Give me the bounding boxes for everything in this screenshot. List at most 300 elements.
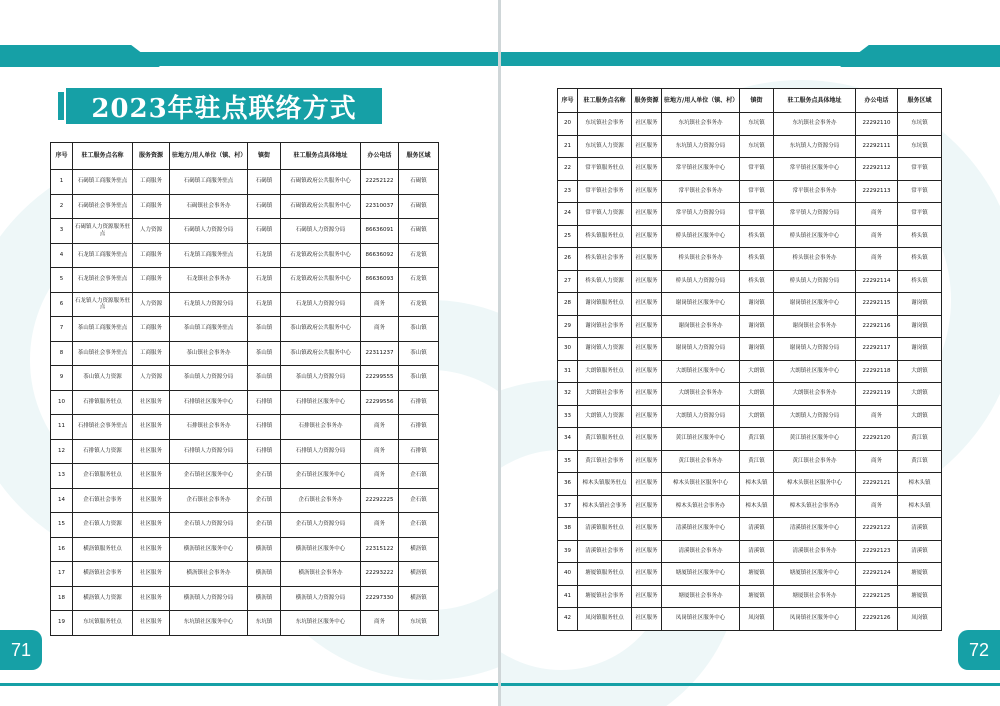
table-cell-no: 14 — [51, 488, 73, 513]
table-cell-addr: 茶山镇人力资源分局 — [281, 366, 361, 391]
table-row — [558, 608, 942, 631]
table-cell-addr: 凤岗镇社区服务中心 — [774, 608, 856, 631]
table-cell-type: 社区服务 — [632, 540, 662, 563]
table-cell-phone: 22292120 — [856, 428, 898, 451]
table-cell-addr: 石排镇社区服务中心 — [281, 390, 361, 415]
table-cell-type: 工商服务 — [133, 243, 170, 268]
table-cell-name: 企石镇人力资源 — [73, 513, 133, 538]
table-cell-phone: 22292126 — [856, 608, 898, 631]
table-cell-unit: 谢岗镇社区服务中心 — [662, 293, 740, 316]
table-cell-area: 常平镇 — [898, 203, 942, 226]
table-cell-phone: 22292113 — [856, 180, 898, 203]
table-cell-phone: 商务 — [856, 495, 898, 518]
table-cell-name: 石龙镇社会事务驻点 — [73, 268, 133, 293]
table-cell-phone: 商务 — [856, 248, 898, 271]
table-cell-name: 石碣镇社会事务驻点 — [73, 194, 133, 219]
table-cell-town: 樟木头镇 — [740, 473, 774, 496]
table-cell-type: 工商服务 — [133, 194, 170, 219]
table-cell-area: 石碣镇 — [399, 194, 439, 219]
table-cell-type: 社区服务 — [632, 338, 662, 361]
table-cell-area: 横沥镇 — [399, 562, 439, 587]
table-row — [51, 317, 439, 342]
table-cell-name: 横沥镇服务驻点 — [73, 537, 133, 562]
table-cell-no: 1 — [51, 170, 73, 195]
table-cell-name: 谢岗镇人力资源 — [578, 338, 632, 361]
table-header-row — [558, 89, 942, 113]
table-cell-type: 社区服务 — [133, 439, 170, 464]
table-row — [558, 563, 942, 586]
table-row — [558, 225, 942, 248]
table-cell-phone: 商务 — [361, 317, 399, 342]
table-cell-name: 樟木头镇社会事务 — [578, 495, 632, 518]
table-cell-name: 茶山镇工商服务驻点 — [73, 317, 133, 342]
table-cell-type: 社区服务 — [632, 518, 662, 541]
table-cell-area: 横沥镇 — [399, 586, 439, 611]
table-cell-type: 社区服务 — [632, 293, 662, 316]
table-cell-type: 社区服务 — [133, 488, 170, 513]
table-cell-unit: 石排镇社区服务中心 — [170, 390, 248, 415]
table-cell-phone: 22315122 — [361, 537, 399, 562]
table-cell-addr: 石排镇人力资源分局 — [281, 439, 361, 464]
table-cell-name: 横沥镇社会事务 — [73, 562, 133, 587]
table-cell-area: 东坑镇 — [898, 113, 942, 136]
table-cell-unit: 大朗镇人力资源分局 — [662, 405, 740, 428]
table-cell-town: 石龙镇 — [248, 268, 281, 293]
table-cell-no: 24 — [558, 203, 578, 226]
table-cell-addr: 常平镇人力资源分局 — [774, 203, 856, 226]
table-cell-name: 谢岗镇服务驻点 — [578, 293, 632, 316]
table-cell-unit: 桥头镇社区服务中心 — [662, 225, 740, 248]
table-cell-unit: 清溪镇社会事务办 — [662, 540, 740, 563]
table-cell-phone: 22292125 — [856, 585, 898, 608]
table-cell-addr: 桥头镇社区服务中心 — [774, 225, 856, 248]
table-cell-town: 企石镇 — [248, 513, 281, 538]
table-cell-town: 黄江镇 — [740, 450, 774, 473]
table-cell-area: 樟木头镇 — [898, 495, 942, 518]
table-cell-unit: 谢岗镇社会事务办 — [662, 315, 740, 338]
table-cell-area: 石排镇 — [399, 415, 439, 440]
table-cell-no: 18 — [51, 586, 73, 611]
table-row — [51, 586, 439, 611]
table-cell-area: 石排镇 — [399, 439, 439, 464]
table-cell-area: 谢岗镇 — [898, 315, 942, 338]
table-cell-area: 桥头镇 — [898, 248, 942, 271]
table-cell-no: 42 — [558, 608, 578, 631]
table-row — [51, 219, 439, 244]
table-cell-area: 东坑镇 — [898, 135, 942, 158]
table-cell-addr: 横沥镇社会事务办 — [281, 562, 361, 587]
table-cell-town: 谢岗镇 — [740, 338, 774, 361]
footer-line — [501, 683, 1000, 686]
title-banner — [66, 88, 382, 124]
table-cell-name: 塘厦镇服务驻点 — [578, 563, 632, 586]
table-cell-no: 17 — [51, 562, 73, 587]
table-cell-unit: 石龙镇社会事务办 — [170, 268, 248, 293]
table-cell-town: 清溪镇 — [740, 518, 774, 541]
table-cell-phone: 22292117 — [856, 338, 898, 361]
table-cell-unit: 企石镇社区服务中心 — [170, 464, 248, 489]
table-cell-phone: 86636093 — [361, 268, 399, 293]
table-cell-town: 石龙镇 — [248, 243, 281, 268]
table-cell-name: 东坑镇人力资源 — [578, 135, 632, 158]
column-header: 镇街 — [248, 143, 281, 170]
table-cell-type: 社区服务 — [133, 390, 170, 415]
table-cell-no: 33 — [558, 405, 578, 428]
table-cell-no: 15 — [51, 513, 73, 538]
table-cell-type: 社区服务 — [632, 585, 662, 608]
table-cell-area: 企石镇 — [399, 513, 439, 538]
table-cell-phone: 商务 — [361, 464, 399, 489]
table-cell-area: 石碣镇 — [399, 170, 439, 195]
table-cell-no: 4 — [51, 243, 73, 268]
column-header: 驻地方/用人单位（镇、村） — [662, 89, 740, 113]
table-cell-type: 社区服务 — [133, 513, 170, 538]
table-cell-town: 东坑镇 — [740, 135, 774, 158]
table-cell-name: 石龙镇人力资源服务驻点 — [73, 292, 133, 317]
table-cell-phone: 商务 — [361, 439, 399, 464]
table-cell-unit: 塘厦镇社会事务办 — [662, 585, 740, 608]
column-header: 驻地方/用人单位（镇、村） — [170, 143, 248, 170]
table-cell-no: 23 — [558, 180, 578, 203]
table-cell-phone: 商务 — [361, 611, 399, 636]
table-cell-name: 茶山镇人力资源 — [73, 366, 133, 391]
table-cell-name: 谢岗镇社会事务 — [578, 315, 632, 338]
table-cell-town: 石碣镇 — [248, 170, 281, 195]
table-cell-type: 社区服务 — [632, 248, 662, 271]
table-cell-unit: 石碣镇工商服务驻点 — [170, 170, 248, 195]
table-cell-unit: 桥头镇人力资源分局 — [662, 270, 740, 293]
table-row — [558, 135, 942, 158]
table-cell-town: 常平镇 — [740, 158, 774, 181]
table-cell-phone: 22299556 — [361, 390, 399, 415]
table-cell-unit: 大朗镇社区服务中心 — [662, 360, 740, 383]
table-cell-name: 清溪镇社会事务 — [578, 540, 632, 563]
table-row — [51, 611, 439, 636]
table-cell-town: 东坑镇 — [740, 113, 774, 136]
table-cell-town: 桥头镇 — [740, 248, 774, 271]
table-cell-no: 32 — [558, 383, 578, 406]
table-cell-area: 清溪镇 — [898, 540, 942, 563]
table-row — [51, 390, 439, 415]
page-title: 2023年驻点联络方式 — [91, 93, 357, 124]
column-header: 办公电话 — [856, 89, 898, 113]
column-header: 服务区域 — [898, 89, 942, 113]
table-cell-unit: 石排镇社会事务办 — [170, 415, 248, 440]
table-cell-area: 谢岗镇 — [898, 293, 942, 316]
table-cell-no: 2 — [51, 194, 73, 219]
table-cell-unit: 塘厦镇社区服务中心 — [662, 563, 740, 586]
table-row — [558, 405, 942, 428]
table-cell-no: 10 — [51, 390, 73, 415]
header-band-tab — [840, 45, 1000, 67]
table-cell-no: 5 — [51, 268, 73, 293]
table-cell-name: 桥头镇社会事务 — [578, 248, 632, 271]
table-cell-addr: 东坑镇社会事务办 — [774, 113, 856, 136]
table-cell-no: 36 — [558, 473, 578, 496]
table-cell-type: 工商服务 — [133, 317, 170, 342]
table-cell-type: 社区服务 — [133, 586, 170, 611]
table-cell-phone: 22310037 — [361, 194, 399, 219]
table-cell-addr: 樟木头镇社会事务办 — [774, 495, 856, 518]
table-cell-no: 13 — [51, 464, 73, 489]
table-cell-addr: 桥头镇社会事务办 — [774, 248, 856, 271]
table-cell-unit: 横沥镇社会事务办 — [170, 562, 248, 587]
table-cell-area: 大朗镇 — [898, 405, 942, 428]
table-cell-unit: 茶山镇人力资源分局 — [170, 366, 248, 391]
table-cell-unit: 石碣镇社会事务办 — [170, 194, 248, 219]
table-cell-town: 横沥镇 — [248, 537, 281, 562]
table-cell-no: 9 — [51, 366, 73, 391]
table-cell-no: 31 — [558, 360, 578, 383]
table-row — [51, 292, 439, 317]
table-cell-unit: 常平镇社会事务办 — [662, 180, 740, 203]
table-cell-unit: 石碣镇人力资源分局 — [170, 219, 248, 244]
table-row — [558, 473, 942, 496]
table-cell-no: 38 — [558, 518, 578, 541]
table-cell-type: 社区服务 — [632, 270, 662, 293]
table-row — [51, 488, 439, 513]
table-row — [558, 270, 942, 293]
table-row — [51, 366, 439, 391]
footer-line — [0, 683, 499, 686]
table-row — [558, 540, 942, 563]
table-row — [558, 585, 942, 608]
table-row — [558, 180, 942, 203]
table-cell-name: 大朗镇社会事务 — [578, 383, 632, 406]
table-cell-phone: 22292115 — [856, 293, 898, 316]
table-cell-no: 7 — [51, 317, 73, 342]
right-page — [501, 0, 1000, 706]
table-cell-no: 12 — [51, 439, 73, 464]
table-cell-phone: 86636091 — [361, 219, 399, 244]
table-cell-town: 常平镇 — [740, 180, 774, 203]
table-cell-type: 社区服务 — [632, 135, 662, 158]
table-cell-town: 石碣镇 — [248, 219, 281, 244]
table-cell-type: 社区服务 — [632, 203, 662, 226]
table-cell-town: 横沥镇 — [248, 562, 281, 587]
table-cell-phone: 22292123 — [856, 540, 898, 563]
table-cell-addr: 塘厦镇社会事务办 — [774, 585, 856, 608]
table-cell-name: 樟木头镇服务驻点 — [578, 473, 632, 496]
column-header: 服务资源 — [632, 89, 662, 113]
table-cell-town: 樟木头镇 — [740, 495, 774, 518]
table-cell-type: 社区服务 — [632, 473, 662, 496]
table-cell-no: 34 — [558, 428, 578, 451]
table-cell-name: 凤岗镇服务驻点 — [578, 608, 632, 631]
table-cell-area: 黄江镇 — [898, 428, 942, 451]
table-cell-addr: 企石镇社会事务办 — [281, 488, 361, 513]
table-cell-unit: 东坑镇社区服务中心 — [170, 611, 248, 636]
table-cell-unit: 谢岗镇人力资源分局 — [662, 338, 740, 361]
table-cell-type: 社区服务 — [133, 562, 170, 587]
table-cell-phone: 22292119 — [856, 383, 898, 406]
contact-table-right — [557, 88, 942, 631]
table-row — [51, 170, 439, 195]
table-cell-name: 石排镇人力资源 — [73, 439, 133, 464]
table-cell-addr: 黄江镇社会事务办 — [774, 450, 856, 473]
table-cell-area: 企石镇 — [399, 488, 439, 513]
table-row — [51, 268, 439, 293]
column-header: 序号 — [558, 89, 578, 113]
table-cell-addr: 黄江镇社区服务中心 — [774, 428, 856, 451]
table-cell-unit: 黄江镇社会事务办 — [662, 450, 740, 473]
table-cell-no: 27 — [558, 270, 578, 293]
table-cell-name: 企石镇社会事务 — [73, 488, 133, 513]
table-cell-type: 社区服务 — [632, 113, 662, 136]
table-cell-town: 石排镇 — [248, 415, 281, 440]
table-cell-town: 茶山镇 — [248, 317, 281, 342]
table-row — [558, 203, 942, 226]
table-row — [558, 428, 942, 451]
table-cell-name: 塘厦镇社会事务 — [578, 585, 632, 608]
table-cell-unit: 茶山镇工商服务驻点 — [170, 317, 248, 342]
column-header: 驻工服务点名称 — [73, 143, 133, 170]
table-cell-name: 茶山镇社会事务驻点 — [73, 341, 133, 366]
table-cell-phone: 商务 — [856, 225, 898, 248]
table-cell-phone: 22292124 — [856, 563, 898, 586]
table-cell-no: 8 — [51, 341, 73, 366]
table-row — [558, 248, 942, 271]
table-cell-area: 石排镇 — [399, 390, 439, 415]
table-cell-name: 黄江镇服务驻点 — [578, 428, 632, 451]
table-cell-type: 人力资源 — [133, 366, 170, 391]
table-row — [51, 464, 439, 489]
table-cell-name: 横沥镇人力资源 — [73, 586, 133, 611]
table-cell-unit: 石龙镇人力资源分局 — [170, 292, 248, 317]
table-cell-type: 社区服务 — [133, 415, 170, 440]
table-cell-no: 30 — [558, 338, 578, 361]
column-header: 办公电话 — [361, 143, 399, 170]
table-cell-type: 社区服务 — [632, 360, 662, 383]
column-header: 序号 — [51, 143, 73, 170]
table-cell-area: 桥头镇 — [898, 225, 942, 248]
table-cell-addr: 常平镇社区服务中心 — [774, 158, 856, 181]
table-cell-phone: 22292111 — [856, 135, 898, 158]
table-cell-town: 常平镇 — [740, 203, 774, 226]
table-cell-area: 黄江镇 — [898, 450, 942, 473]
table-cell-no: 26 — [558, 248, 578, 271]
table-cell-addr: 谢岗镇社区服务中心 — [774, 293, 856, 316]
table-cell-phone: 商务 — [856, 450, 898, 473]
table-cell-unit: 企石镇人力资源分局 — [170, 513, 248, 538]
table-cell-name: 清溪镇服务驻点 — [578, 518, 632, 541]
table-cell-town: 东坑镇 — [248, 611, 281, 636]
table-cell-phone: 86636092 — [361, 243, 399, 268]
table-cell-unit: 石龙镇工商服务驻点 — [170, 243, 248, 268]
table-cell-town: 桥头镇 — [740, 270, 774, 293]
table-cell-name: 桥头镇人力资源 — [578, 270, 632, 293]
table-cell-phone: 22293222 — [361, 562, 399, 587]
table-cell-area: 茶山镇 — [399, 341, 439, 366]
table-cell-addr: 石碣镇政府公共服务中心 — [281, 194, 361, 219]
table-cell-town: 石排镇 — [248, 390, 281, 415]
table-cell-addr: 塘厦镇社区服务中心 — [774, 563, 856, 586]
table-cell-type: 社区服务 — [133, 464, 170, 489]
table-cell-addr: 茶山镇政府公共服务中心 — [281, 317, 361, 342]
table-cell-area: 谢岗镇 — [898, 338, 942, 361]
table-cell-town: 凤岗镇 — [740, 608, 774, 631]
table-cell-name: 常平镇人力资源 — [578, 203, 632, 226]
table-cell-name: 大朗镇人力资源 — [578, 405, 632, 428]
table-cell-phone: 商务 — [856, 203, 898, 226]
table-cell-addr: 石龙镇政府公共服务中心 — [281, 268, 361, 293]
table-cell-phone: 商务 — [361, 415, 399, 440]
table-cell-addr: 大朗镇社会事务办 — [774, 383, 856, 406]
table-cell-unit: 樟木头镇社区服务中心 — [662, 473, 740, 496]
table-cell-type: 人力资源 — [133, 219, 170, 244]
table-cell-name: 石排镇社会事务驻点 — [73, 415, 133, 440]
table-cell-unit: 横沥镇社区服务中心 — [170, 537, 248, 562]
table-cell-addr: 桥头镇人力资源分局 — [774, 270, 856, 293]
table-cell-area: 凤岗镇 — [898, 608, 942, 631]
table-cell-name: 常平镇服务驻点 — [578, 158, 632, 181]
table-row — [51, 415, 439, 440]
table-row — [51, 562, 439, 587]
table-cell-type: 社区服务 — [632, 608, 662, 631]
table-cell-town: 企石镇 — [248, 488, 281, 513]
table-cell-no: 28 — [558, 293, 578, 316]
table-cell-area: 石龙镇 — [399, 268, 439, 293]
table-cell-unit: 横沥镇人力资源分局 — [170, 586, 248, 611]
table-cell-no: 40 — [558, 563, 578, 586]
table-cell-name: 石龙镇工商服务驻点 — [73, 243, 133, 268]
table-row — [51, 341, 439, 366]
table-cell-town: 企石镇 — [248, 464, 281, 489]
table-cell-addr: 石排镇社会事务办 — [281, 415, 361, 440]
table-cell-type: 社区服务 — [632, 383, 662, 406]
table-cell-addr: 石碣镇人力资源分局 — [281, 219, 361, 244]
table-cell-addr: 常平镇社会事务办 — [774, 180, 856, 203]
table-row — [51, 194, 439, 219]
table-cell-addr: 石碣镇政府公共服务中心 — [281, 170, 361, 195]
table-cell-area: 樟木头镇 — [898, 473, 942, 496]
table-cell-unit: 大朗镇社会事务办 — [662, 383, 740, 406]
table-cell-area: 大朗镇 — [898, 360, 942, 383]
table-cell-area: 大朗镇 — [898, 383, 942, 406]
table-cell-addr: 清溪镇社会事务办 — [774, 540, 856, 563]
table-cell-unit: 石排镇人力资源分局 — [170, 439, 248, 464]
table-cell-unit: 茶山镇社会事务办 — [170, 341, 248, 366]
table-cell-town: 塘厦镇 — [740, 585, 774, 608]
table-cell-addr: 樟木头镇社区服务中心 — [774, 473, 856, 496]
table-cell-addr: 石龙镇人力资源分局 — [281, 292, 361, 317]
table-cell-type: 社区服务 — [632, 315, 662, 338]
column-header: 镇街 — [740, 89, 774, 113]
table-cell-addr: 横沥镇社区服务中心 — [281, 537, 361, 562]
left-page — [0, 0, 499, 706]
table-cell-type: 社区服务 — [632, 225, 662, 248]
table-cell-phone: 商务 — [361, 292, 399, 317]
table-cell-name: 石排镇服务驻点 — [73, 390, 133, 415]
table-row — [558, 360, 942, 383]
table-cell-town: 石排镇 — [248, 439, 281, 464]
table-cell-no: 37 — [558, 495, 578, 518]
table-cell-phone: 22292110 — [856, 113, 898, 136]
table-row — [558, 315, 942, 338]
table-cell-phone: 22292116 — [856, 315, 898, 338]
table-cell-no: 6 — [51, 292, 73, 317]
table-row — [51, 439, 439, 464]
table-cell-unit: 凤岗镇社区服务中心 — [662, 608, 740, 631]
table-cell-no: 29 — [558, 315, 578, 338]
table-cell-no: 11 — [51, 415, 73, 440]
column-header: 服务区域 — [399, 143, 439, 170]
table-cell-name: 东坑镇社会事务 — [578, 113, 632, 136]
table-row — [558, 293, 942, 316]
table-cell-unit: 清溪镇社区服务中心 — [662, 518, 740, 541]
table-cell-no: 21 — [558, 135, 578, 158]
table-cell-addr: 大朗镇社区服务中心 — [774, 360, 856, 383]
